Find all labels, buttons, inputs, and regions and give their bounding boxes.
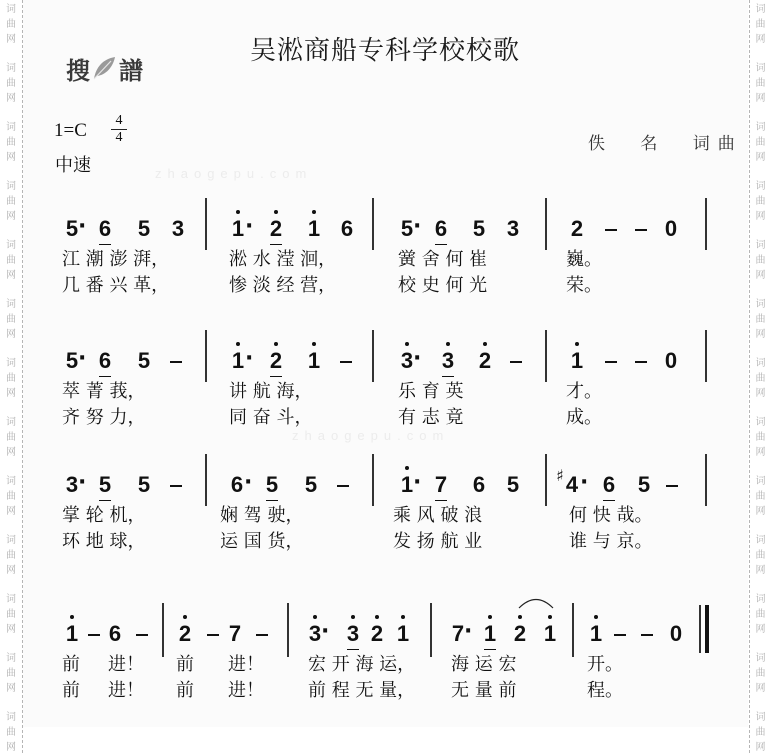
score-page	[23, 0, 748, 727]
octave-dot	[405, 342, 409, 346]
jianpu-note: 2	[570, 216, 584, 241]
margin-watermark-text: 词 曲 网	[6, 712, 16, 753]
sustain-dash	[88, 634, 100, 636]
jianpu-note: 5	[137, 348, 151, 373]
octave-dot	[594, 615, 598, 619]
jianpu-note: 5	[304, 472, 318, 497]
margin-watermark-text: 词 曲 网	[6, 417, 16, 458]
margin-watermark-text: 词 曲 网	[755, 653, 766, 694]
jianpu-note: 6	[433, 216, 449, 242]
margin-watermark-text: 词 曲 网	[6, 299, 16, 340]
jianpu-note: 2	[477, 348, 493, 374]
jianpu-note: 2	[268, 216, 284, 242]
augmentation-dot: ·	[245, 214, 254, 239]
octave-dot	[236, 210, 240, 214]
eighth-underline	[99, 376, 111, 377]
eighth-underline	[266, 500, 278, 501]
site-watermark: zhaogepu.com	[155, 166, 313, 181]
bar-line	[372, 330, 374, 382]
eighth-underline	[435, 500, 447, 501]
octave-dot	[351, 615, 355, 619]
lyric-verse-2: 环 地 球，	[62, 531, 146, 552]
jianpu-note: 5	[65, 348, 79, 373]
lyric-verse-1: 何 快 哉。	[569, 505, 653, 526]
bar-line	[545, 330, 547, 382]
margin-watermark-text: 词 曲 网	[755, 181, 766, 222]
lyric-verse-1: 前	[62, 654, 80, 675]
logo-char-left: 搜	[66, 56, 89, 85]
jianpu-note: 7	[451, 621, 465, 646]
octave-dot	[274, 210, 278, 214]
lyric-verse-1: 掌 轮 机，	[62, 505, 146, 526]
jianpu-note: 5	[400, 216, 414, 241]
jianpu-note: 1	[230, 348, 246, 374]
lyric-verse-2: 成。	[566, 407, 602, 428]
jianpu-note: 6	[340, 216, 354, 241]
tempo-marking: 中速	[55, 155, 91, 176]
final-bar-thick	[705, 605, 709, 653]
octave-dot	[488, 615, 492, 619]
jianpu-note: 5	[637, 472, 651, 497]
lyric-verse-1: 江 潮 澎 湃，	[62, 249, 170, 270]
bar-line	[572, 603, 574, 657]
eighth-underline	[484, 649, 496, 650]
lyric-verse-2: 有 志 竟	[398, 407, 464, 428]
margin-watermark-text: 词 曲 网	[755, 594, 766, 635]
margin-watermark-text: 词 曲 网	[755, 712, 766, 753]
lyric-verse-1: 巍。	[566, 249, 602, 270]
jianpu-note: 2	[369, 621, 385, 647]
bar-line	[205, 454, 207, 506]
augmentation-dot: ·	[245, 346, 254, 371]
jianpu-note: 3	[399, 348, 415, 374]
margin-watermark-text: 词 曲 网	[6, 476, 16, 517]
margin-watermark-text: 词 曲 网	[755, 535, 766, 576]
sustain-dash	[605, 361, 617, 363]
credit-line: 佚 名 词曲	[588, 134, 743, 154]
octave-dot	[375, 615, 379, 619]
lyric-verse-1: 进！	[108, 654, 144, 675]
jianpu-note: 2	[512, 621, 528, 647]
bar-line	[372, 198, 374, 250]
bar-line	[205, 198, 207, 250]
augmentation-dot: ·	[78, 470, 87, 495]
sustain-dash	[510, 361, 522, 363]
octave-dot	[312, 210, 316, 214]
margin-watermark-text: 词 曲 网	[755, 358, 766, 399]
final-bar-thin	[699, 605, 701, 653]
jianpu-note: 2	[268, 348, 284, 374]
octave-dot	[183, 615, 187, 619]
jianpu-note: 2	[177, 621, 193, 647]
jianpu-note: 5	[506, 472, 520, 497]
lyric-verse-2: 几 番 兴 革，	[62, 275, 170, 296]
lyric-verse-1: 进！	[228, 654, 264, 675]
logo-char-right: 譜	[119, 56, 142, 85]
song-title: 吴淞商船专科学校校歌	[249, 36, 520, 66]
margin-watermark-text: 词 曲 网	[755, 240, 766, 281]
key-signature: 1=C	[54, 120, 87, 141]
margin-watermark-text: 词 曲 网	[6, 594, 16, 635]
jianpu-note: 0	[664, 348, 678, 373]
lyric-verse-2: 惨 淡 经 营，	[229, 275, 337, 296]
lyric-verse-2: 无 量 前	[451, 680, 517, 701]
margin-watermark-text: 词 曲 网	[6, 653, 16, 694]
bar-line	[545, 198, 547, 250]
lyric-verse-2: 谁 与 京。	[569, 531, 653, 552]
jianpu-note: 1	[399, 472, 415, 498]
margin-watermark-text: 词 曲 网	[6, 63, 16, 104]
time-signature-denominator: 4	[115, 130, 123, 145]
jianpu-note: 5	[264, 472, 280, 498]
jianpu-note: 5	[137, 472, 151, 497]
octave-dot	[405, 466, 409, 470]
jianpu-note: 6	[230, 472, 244, 497]
bar-line	[162, 603, 164, 657]
sharp-sign: ♯	[556, 466, 564, 485]
jianpu-note: 5	[137, 216, 151, 241]
octave-dot	[313, 615, 317, 619]
octave-dot	[518, 615, 522, 619]
eighth-underline	[99, 244, 111, 245]
margin-watermark-text: 词 曲 网	[755, 122, 766, 163]
jianpu-note: 6	[601, 472, 617, 498]
jianpu-note: 3	[171, 216, 185, 241]
lyric-verse-1: 海 运 宏	[451, 654, 517, 675]
octave-dot	[70, 615, 74, 619]
eighth-underline	[442, 376, 454, 377]
eighth-underline	[435, 244, 447, 245]
sustain-dash	[641, 634, 653, 636]
eighth-underline	[270, 376, 282, 377]
margin-watermark-text: 词 曲 网	[755, 476, 766, 517]
margin-watermark-text: 词 曲 网	[755, 417, 766, 458]
slur-icon	[518, 595, 554, 609]
jianpu-note: 3	[506, 216, 520, 241]
jianpu-note: 3	[307, 621, 323, 647]
margin-watermark-text: 词 曲 网	[6, 122, 16, 163]
jianpu-note: 1	[230, 216, 246, 242]
jianpu-note: 6	[108, 621, 122, 646]
octave-dot	[483, 342, 487, 346]
octave-dot	[575, 342, 579, 346]
sustain-dash	[666, 485, 678, 487]
lyric-verse-1: 才。	[566, 381, 602, 402]
jianpu-note: 6	[97, 216, 113, 242]
eighth-underline	[99, 500, 111, 501]
jianpu-note: 4	[565, 472, 579, 497]
margin-watermark-text: 词 曲 网	[6, 181, 16, 222]
margin-watermark-text: 词 曲 网	[6, 4, 16, 45]
augmentation-dot: ·	[78, 214, 87, 239]
bar-line	[372, 454, 374, 506]
jianpu-note: 1	[482, 621, 498, 647]
bar-line	[205, 330, 207, 382]
augmentation-dot: ·	[244, 470, 253, 495]
lyric-verse-1: 乐 育 英	[398, 381, 464, 402]
jianpu-note: 3	[440, 348, 456, 374]
jianpu-note: 6	[472, 472, 486, 497]
lyric-verse-2: 程。	[587, 680, 623, 701]
jianpu-note: 1	[64, 621, 80, 647]
lyric-verse-1: 开。	[587, 654, 623, 675]
augmentation-dot: ·	[580, 470, 589, 495]
bar-line	[545, 454, 547, 506]
jianpu-note: 1	[569, 348, 585, 374]
lyric-verse-1: 讲 航 海，	[229, 381, 313, 402]
margin-watermark-text: 词 曲 网	[6, 240, 16, 281]
lyric-verse-2: 进！	[108, 680, 144, 701]
eighth-underline	[270, 244, 282, 245]
augmentation-dot: ·	[78, 346, 87, 371]
lyric-verse-2: 前 程 无 量，	[308, 680, 416, 701]
jianpu-note: 1	[395, 621, 411, 647]
margin-watermark-text: 词 曲 网	[755, 4, 766, 45]
augmentation-dot: ·	[321, 619, 330, 644]
margin-watermark-text: 词 曲 网	[755, 299, 766, 340]
jianpu-note: 5	[65, 216, 79, 241]
jianpu-note: 6	[97, 348, 113, 374]
lyric-verse-2: 前	[62, 680, 80, 701]
jianpu-note: 1	[588, 621, 604, 647]
margin-watermark-text: 词 曲 网	[755, 63, 766, 104]
right-margin-watermark	[749, 0, 770, 753]
lyric-verse-2: 同 奋 斗，	[229, 407, 313, 428]
lyric-verse-2: 发 扬 航 业	[393, 531, 483, 552]
jianpu-note: 7	[228, 621, 242, 646]
octave-dot	[548, 615, 552, 619]
sustain-dash	[614, 634, 626, 636]
lyric-verse-2: 校 史 何 光	[398, 275, 488, 296]
augmentation-dot: ·	[413, 214, 422, 239]
lyric-verse-1: 萃 菁 莪，	[62, 381, 146, 402]
margin-watermark-text: 词 曲 网	[6, 358, 16, 399]
jianpu-note: 1	[306, 348, 322, 374]
sustain-dash	[170, 361, 182, 363]
sustain-dash	[340, 361, 352, 363]
jianpu-note: 3	[345, 621, 361, 647]
sustain-dash	[170, 485, 182, 487]
jianpu-note: 3	[65, 472, 79, 497]
augmentation-dot: ·	[413, 470, 422, 495]
bar-line	[705, 454, 707, 506]
eighth-underline	[347, 649, 359, 650]
eighth-underline	[603, 500, 615, 501]
jianpu-note: 0	[664, 216, 678, 241]
lyric-verse-2: 运 国 货，	[220, 531, 304, 552]
jianpu-note: 1	[306, 216, 322, 242]
octave-dot	[312, 342, 316, 346]
lyric-verse-2: 进！	[228, 680, 264, 701]
sustain-dash	[337, 485, 349, 487]
site-watermark: zhaogepu.com	[292, 428, 450, 443]
lyric-verse-1: 前	[176, 654, 194, 675]
jianpu-note: 0	[669, 621, 683, 646]
lyric-verse-2: 齐 努 力，	[62, 407, 146, 428]
margin-watermark-text: 词 曲 网	[6, 535, 16, 576]
sustain-dash	[635, 361, 647, 363]
octave-dot	[274, 342, 278, 346]
sustain-dash	[605, 229, 617, 231]
jianpu-note: 5	[97, 472, 113, 498]
bar-line	[705, 198, 707, 250]
time-signature-numerator: 4	[115, 113, 123, 128]
bar-line	[287, 603, 289, 657]
lyric-verse-2: 前	[176, 680, 194, 701]
lyric-verse-1: 娴 驾 驶，	[220, 505, 304, 526]
jianpu-note: 5	[472, 216, 486, 241]
sustain-dash	[635, 229, 647, 231]
lyric-verse-1: 乘 风 破 浪	[393, 505, 483, 526]
bar-line	[430, 603, 432, 657]
lyric-verse-1: 黉 舍 何 崔	[398, 249, 488, 270]
time-signature	[111, 114, 127, 145]
sustain-dash	[207, 634, 219, 636]
octave-dot	[446, 342, 450, 346]
octave-dot	[236, 342, 240, 346]
sustain-dash	[256, 634, 268, 636]
augmentation-dot: ·	[413, 346, 422, 371]
octave-dot	[401, 615, 405, 619]
augmentation-dot: ·	[464, 619, 473, 644]
lyric-verse-1: 宏 开 海 运，	[308, 654, 416, 675]
sustain-dash	[136, 634, 148, 636]
lyric-verse-2: 荣。	[566, 275, 602, 296]
bar-line	[705, 330, 707, 382]
jianpu-note: 7	[433, 472, 449, 498]
jianpu-note: 1	[542, 621, 558, 647]
left-margin-watermark	[0, 0, 23, 753]
lyric-verse-1: 淞 水 滢 洄，	[229, 249, 337, 270]
